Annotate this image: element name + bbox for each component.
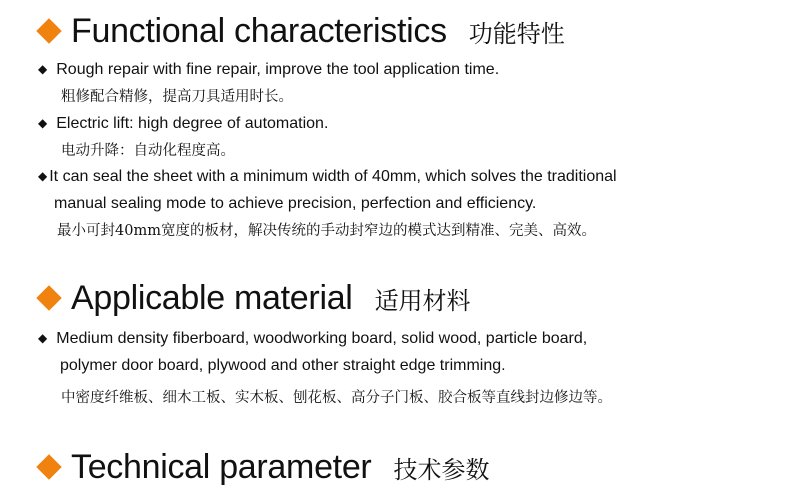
section-title-en: Applicable material — [71, 279, 353, 317]
section-heading-material — [34, 278, 471, 318]
feature-item-cn: 粗修配合精修，提高刀具适用时长。 — [61, 89, 293, 105]
feature-item-cn: 电动升降：自动化程度高。 — [61, 143, 235, 159]
section-heading-functional — [34, 11, 565, 51]
section-title-en: Functional characteristics — [71, 12, 447, 50]
material-item-en-continued: polymer door board, plywood and other straight edge trimming. — [60, 357, 506, 374]
section-title-cn: 技术参数 — [393, 455, 490, 484]
section-title-cn: 功能特性 — [468, 19, 565, 48]
orange-diamond-icon — [36, 454, 61, 479]
orange-diamond-icon — [36, 285, 61, 310]
bullet-diamond-icon: ◆ — [38, 331, 48, 345]
section-heading-technical — [34, 447, 489, 487]
bullet-diamond-icon: ◆ — [38, 116, 48, 130]
feature-item-en: ◆ Electric lift: high degree of automation. — [38, 115, 329, 132]
material-item-en: ◆ Medium density fiberboard, woodworking board, solid wood, particle board, — [38, 330, 588, 347]
feature-item-en-continued: manual sealing mode to achieve precision, perfection and efficiency. — [54, 195, 537, 212]
feature-item-en: ◆ Rough repair with fine repair, improve the tool application time. — [38, 61, 500, 78]
bullet-diamond-icon: ◆ — [38, 62, 48, 76]
section-title-en: Technical parameter — [71, 448, 372, 486]
bullet-diamond-icon: ◆ — [38, 169, 48, 183]
feature-item-cn: 最小可封40mm宽度的板材，解决传统的手动封窄边的模式达到精准、完美、高效。 — [57, 223, 596, 239]
orange-diamond-icon — [36, 18, 61, 43]
section-title-cn: 适用材料 — [374, 286, 471, 315]
feature-item-en: ◆ It can seal the sheet with a minimum width of 40mm, which solves the traditional — [38, 168, 617, 185]
material-item-cn: 中密度纤维板、细木工板、实木板、刨花板、高分子门板、胶合板等直线封边修边等。 — [61, 390, 612, 406]
